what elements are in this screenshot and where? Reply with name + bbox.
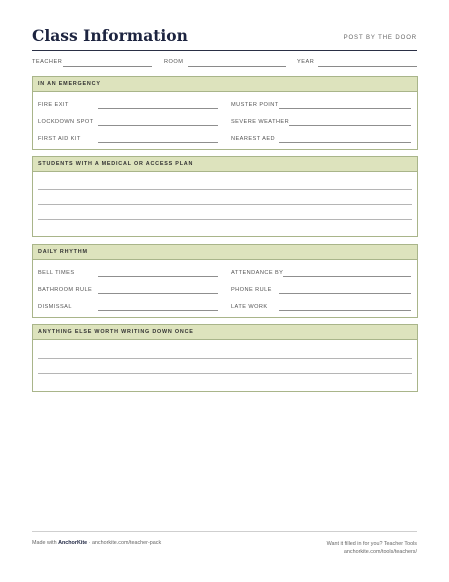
medical-heading: STUDENTS WITH A MEDICAL OR ACCESS PLAN — [33, 157, 417, 172]
bell-times-label: BELL TIMES — [38, 270, 75, 276]
notes-write-line-1[interactable] — [38, 358, 412, 359]
bathroom-rule-label: BATHROOM RULE — [38, 287, 93, 293]
footer-cta — [327, 540, 417, 556]
first-aid-kit-field[interactable] — [98, 142, 218, 143]
medical-write-line-3[interactable] — [38, 219, 412, 220]
first-aid-kit-label: FIRST AID KIT — [38, 136, 81, 142]
header — [32, 26, 417, 51]
muster-point-label: MUSTER POINT — [231, 102, 279, 108]
footer-link[interactable]: anchorkite.com/teacher-pack — [91, 540, 162, 546]
fire-exit-label: FIRE EXIT — [38, 102, 69, 108]
notes-section — [32, 324, 418, 392]
emergency-heading: IN AN EMERGENCY — [33, 77, 417, 92]
medical-write-line-2[interactable] — [38, 204, 412, 205]
made-with-text: Made with — [32, 540, 57, 546]
lockdown-spot-field[interactable] — [98, 125, 218, 126]
late-work-field[interactable] — [279, 310, 411, 311]
year-field[interactable] — [318, 66, 417, 67]
severe-weather-field[interactable] — [289, 125, 411, 126]
dismissal-label: DISMISSAL — [38, 304, 72, 310]
footer-separator: · — [88, 540, 91, 546]
severe-weather-label: SEVERE WEATHER — [231, 119, 290, 125]
emergency-section — [32, 76, 418, 150]
brand-name[interactable]: AnchorKite — [58, 540, 88, 546]
footer-cta-text: Want it filled in for you? Teacher Tools — [326, 541, 417, 547]
lockdown-spot-label: LOCKDOWN SPOT — [38, 119, 94, 125]
notes-heading: ANYTHING ELSE WORTH WRITING DOWN ONCE — [33, 325, 417, 340]
year-label: YEAR — [297, 59, 315, 65]
medical-write-line-1[interactable] — [38, 189, 412, 190]
rhythm-section — [32, 244, 418, 318]
phone-rule-field[interactable] — [279, 293, 411, 294]
attendance-by-field[interactable] — [283, 276, 411, 277]
page-subtitle: POST BY THE DOOR — [343, 35, 417, 41]
teacher-field[interactable] — [63, 66, 152, 67]
room-label: ROOM — [164, 59, 184, 65]
rhythm-heading: DAILY RHYTHM — [33, 245, 417, 260]
page-title: Class Information — [32, 26, 188, 45]
meta-row — [32, 59, 417, 71]
late-work-label: LATE WORK — [231, 304, 268, 310]
bell-times-field[interactable] — [98, 276, 218, 277]
footer-cta-link[interactable]: anchorkite.com/tools/teachers/ — [343, 549, 417, 555]
nearest-aed-label: NEAREST AED — [231, 136, 276, 142]
footer — [32, 531, 417, 555]
nearest-aed-field[interactable] — [279, 142, 411, 143]
teacher-label: TEACHER — [32, 59, 63, 65]
room-field[interactable] — [188, 66, 286, 67]
muster-point-field[interactable] — [279, 108, 411, 109]
footer-credit — [32, 540, 161, 546]
fire-exit-field[interactable] — [98, 108, 218, 109]
notes-write-line-2[interactable] — [38, 373, 412, 374]
page — [32, 26, 417, 71]
phone-rule-label: PHONE RULE — [231, 287, 272, 293]
bathroom-rule-field[interactable] — [98, 293, 218, 294]
medical-section — [32, 156, 418, 237]
dismissal-field[interactable] — [98, 310, 218, 311]
attendance-by-label: ATTENDANCE BY — [231, 270, 284, 276]
